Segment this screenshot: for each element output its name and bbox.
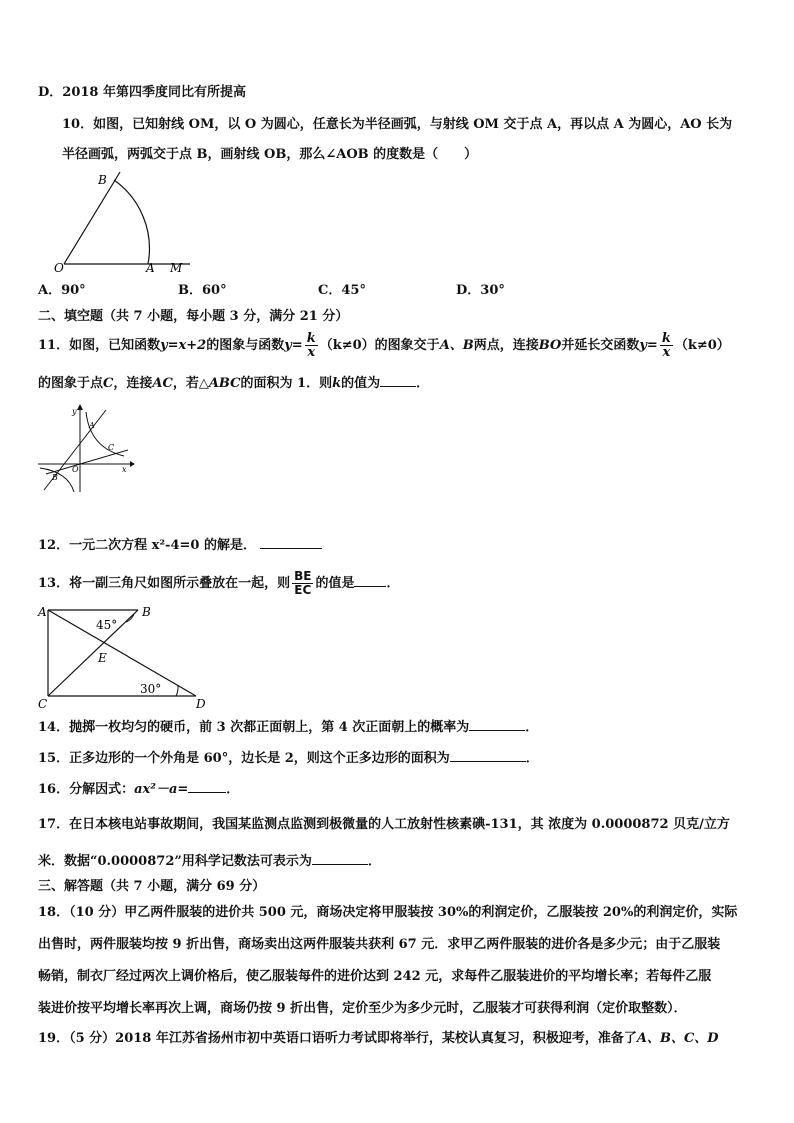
- q10-option-b: B．60°: [178, 283, 227, 298]
- q13-text-1: 13．将一副三角尺如图所示叠放在一起，则: [38, 576, 291, 591]
- q17-end: ．: [367, 854, 381, 869]
- q11-fraction-2: [660, 332, 673, 359]
- q11-k: k: [332, 376, 342, 391]
- q11-text-9: 的面积为 1．则: [240, 376, 333, 391]
- q10-option-c: C．45°: [318, 283, 366, 298]
- q11-cond-2: （k≠0）: [674, 338, 730, 353]
- q11-label-b: B: [52, 473, 58, 482]
- q13-fraction: [292, 570, 313, 597]
- q11-end: ．: [416, 376, 430, 391]
- q11-text-8: ，若△: [172, 376, 209, 391]
- q16-line: [38, 780, 239, 799]
- q18-line1: 18．（10 分）甲乙两件服装的进价共 500 元，商场决定将甲服装按 30%的利润定价，乙服装按 20%的利润定价，实际: [38, 905, 738, 920]
- q13-label-d: D: [196, 697, 206, 710]
- q18-line4: 装进价按平均增长率再次上调，商场仍按 9 折出售，定价至少为多少元时，乙服装才可获得利润（定价取整数）．: [38, 1001, 687, 1016]
- q11-text-7: ，连接: [113, 376, 153, 391]
- q11-ac: AC: [152, 376, 173, 391]
- q11-y-eq-1: y=: [284, 338, 303, 353]
- q10-label-a: A: [146, 261, 155, 275]
- q11-abc: ABC: [208, 376, 241, 391]
- q10-label-m: M: [170, 261, 183, 275]
- q11-label-o: O: [72, 465, 79, 474]
- q12-answer-blank[interactable]: [260, 536, 322, 549]
- q10-label-b: B: [98, 173, 107, 187]
- q10-option-d: D．30°: [456, 283, 505, 298]
- q13-answer-blank[interactable]: [354, 574, 386, 587]
- q13-angle-30: 30°: [140, 682, 162, 696]
- q11-point-c: C: [103, 376, 114, 391]
- q11-text-6: 的图象于点: [38, 376, 104, 391]
- q13-end: ．: [386, 576, 400, 591]
- q13-text-2: 的值是: [315, 576, 355, 591]
- q11-frac1-den: x: [307, 345, 316, 360]
- q19-text: 19．（5 分）2018 年江苏省扬州市初中英语口语听力考试即将举行，某校认真复习，积极迎考，准备了: [38, 1031, 637, 1046]
- q13-line: [38, 566, 399, 602]
- q14-line: [38, 718, 538, 737]
- q12-line: [38, 536, 322, 555]
- q16-text: 16．分解因式：: [38, 782, 135, 797]
- q15-line: [38, 749, 539, 768]
- q17-answer-blank[interactable]: [312, 852, 368, 865]
- q15-text: 15．正多边形的一个外角是 60°，边长是 2，则这个正多边形的面积为: [38, 751, 450, 766]
- q11-cond-1: （k≠0）: [319, 338, 375, 353]
- q11-text-4: 两点，连接: [473, 338, 539, 353]
- q11-fraction-1: [305, 332, 318, 359]
- q11-frac2-num: k: [661, 331, 671, 346]
- q19-letters: A、B、C、D: [636, 1031, 719, 1046]
- q11-line1: [38, 332, 730, 360]
- q9-option-d: D．2018 年第四季度同比有所提高: [38, 85, 246, 100]
- q11-frac1-num: k: [306, 331, 316, 346]
- q13-frac-den: EC: [294, 583, 312, 597]
- q10-figure: [50, 168, 200, 276]
- q14-end: ．: [525, 720, 539, 735]
- q18-line2: 出售时，两件服装均按 9 折出售，商场卖出这两件服装共获利 67 元．求甲乙两件服装的进价各是多少元；由于乙服装: [38, 937, 721, 952]
- q13-angle-45: 45°: [96, 618, 118, 632]
- q13-label-c: C: [38, 697, 48, 710]
- q12-text: 12．一元二次方程 x²-4=0 的解是．: [38, 538, 256, 553]
- section-2-heading: 二、填空题（共 7 小题，每小题 3 分，满分 21 分）: [38, 309, 349, 324]
- q13-frac-num: BE: [294, 569, 312, 583]
- q16-expression: ax²－a=: [134, 782, 189, 797]
- q10-line1: 10．如图，已知射线 OM，以 O 为圆心，任意长为半径画弧，与射线 OM 交于点 A，再以点 A 为圆心，AO 长为: [62, 117, 733, 132]
- q11-axis-y: y: [72, 407, 77, 416]
- q14-answer-blank[interactable]: [469, 718, 525, 731]
- q11-axis-x: x: [122, 465, 127, 474]
- q18-line3: 畅销，制衣厂经过两次上调价格后，使乙服装每件的进价达到 242 元，求每件乙服装进价的平均增长率；若每件乙服: [38, 969, 712, 984]
- q13-label-b: B: [142, 605, 151, 619]
- q10-option-a: A．90°: [38, 283, 86, 298]
- q11-bo: BO: [538, 338, 562, 353]
- q10-line2: 半径画弧，两弧交于点 B，画射线 OB，那么∠AOB 的度数是（ ）: [62, 147, 478, 162]
- q17-line1: 17．在日本核电站事故期间，我国某监测点监测到极微量的人工放射性核素碘-131，其 浓度为 0.0000872 贝克/立方: [38, 817, 730, 832]
- q16-end: ．: [226, 782, 240, 797]
- q11-line2: [38, 374, 429, 393]
- q11-points: A、B: [439, 338, 474, 353]
- q11-text-1: 11．如图，已知函数: [38, 338, 161, 353]
- q11-label-c: C: [108, 443, 115, 452]
- q11-figure: [36, 402, 136, 494]
- q14-text: 14．抛掷一枚均匀的硬币，前 3 次都正面朝上，第 4 次正面朝上的概率为: [38, 720, 470, 735]
- q11-frac2-den: x: [662, 345, 671, 360]
- q11-text-2: 的图象与函数: [206, 338, 285, 353]
- q13-figure: [34, 600, 214, 710]
- q13-label-e: E: [98, 651, 107, 665]
- q17-text: 米．数据“0.0000872”用科学记数法可表示为: [38, 854, 312, 869]
- q15-end: ．: [525, 751, 539, 766]
- q11-y-eq-2: y=: [639, 338, 658, 353]
- q11-text-3: 的图象交于: [374, 338, 440, 353]
- q11-text-10: 的值为: [341, 376, 381, 391]
- q16-answer-blank[interactable]: [188, 780, 226, 793]
- q11-label-a: A: [89, 421, 95, 430]
- q11-text-5: 并延长交函数: [561, 338, 640, 353]
- q19-line1: [38, 1030, 719, 1048]
- section-3-heading: 三、解答题（共 7 小题，满分 69 分）: [38, 879, 266, 894]
- q11-func-linear: y=x+2: [160, 338, 207, 353]
- q10-options: [38, 282, 505, 300]
- q15-answer-blank[interactable]: [450, 749, 526, 762]
- q11-answer-blank[interactable]: [380, 374, 416, 387]
- q13-label-a: A: [38, 605, 47, 619]
- q10-label-o: O: [54, 261, 64, 275]
- q17-line2: [38, 852, 381, 871]
